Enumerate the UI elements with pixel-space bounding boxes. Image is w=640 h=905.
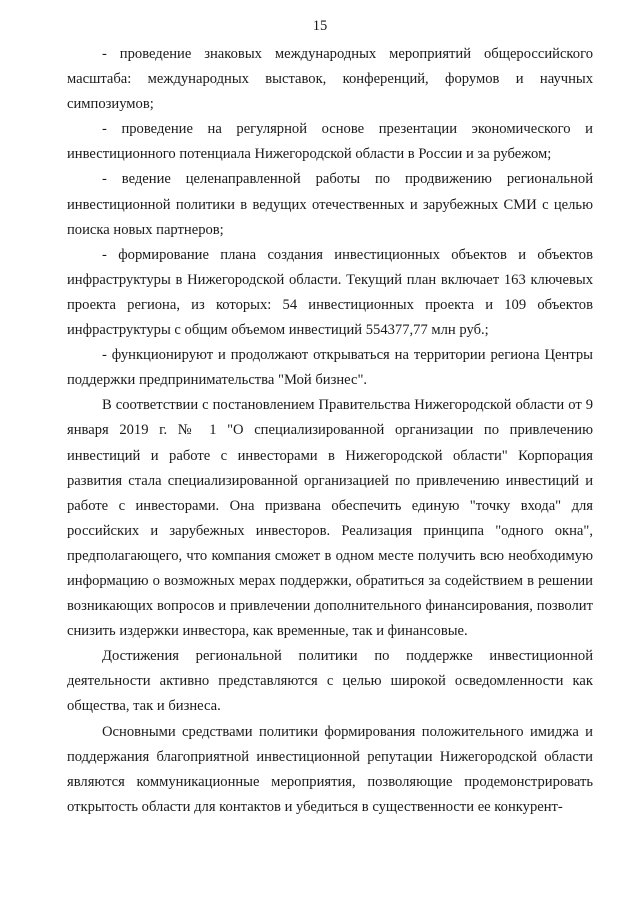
document-body bbox=[67, 42, 593, 820]
paragraph-infrastructure-plan: - формирование плана создания инвестиционных объектов и объектов инфраструктуры в Нижегородской области. Текущий план включает 163 ключевых проекта региона, из которых: 54 инвестиционных проекта и 109 объектов инфраструктуры с общим объемом инвестиций 554377,77 млн руб.; bbox=[67, 246, 593, 339]
page-number: 15 bbox=[312, 18, 328, 34]
paragraph-image-policy: Основными средствами политики формирования положительного имиджа и поддержания благоприятной инвестиционной репутации Нижегородской области являются коммуникационные мероприятия, позволяющие продемонстрировать открытость области для контактов и убедиться в существенности ее конкурент- bbox=[67, 723, 593, 815]
paragraph-business-centers: - функционируют и продолжают открываться на территории региона Центры поддержки предпринимательства "Мой бизнес". bbox=[67, 347, 593, 389]
paragraph-development-corporation: В соответствии с постановлением Правительства Нижегородской области от 9 января 2019 г. № 1 "О специализированной организации по привлечению инвестиций и работе с инвесторами в Нижегородской области" Корпорация развития стала специализированной организацией по привлечению инвестиций и работе с инвесторами. Она призвана обеспечить единую "точку входа" для российских и зарубежных инвесторов. Реализация принципа "одного окна", предполагающего, что компания сможет в одном месте получить всю необходимую информацию о возможных мерах поддержки, обратиться за содействием в решении возникающих вопросов и привлечении дополнительного финансирования, позволит снизить издержки инвестора, как временные, так и финансовые. bbox=[67, 397, 593, 640]
paragraph-achievements: Достижения региональной политики по поддержке инвестиционной деятельности активно представляются с целью широкой осведомленности как общества, так и бизнеса. bbox=[67, 648, 593, 715]
paragraph-media: - ведение целенаправленной работы по продвижению региональной инвестиционной политики в ведущих отечественных и зарубежных СМИ с целью поиска новых партнеров; bbox=[67, 171, 593, 238]
paragraph-events: - проведение знаковых международных мероприятий общероссийского масштаба: международных выставок, конференций, форумов и научных симпозиумов; bbox=[67, 46, 593, 113]
paragraph-presentations: - проведение на регулярной основе презентации экономического и инвестиционного потенциала Нижегородской области в России и за рубежом; bbox=[67, 121, 593, 163]
